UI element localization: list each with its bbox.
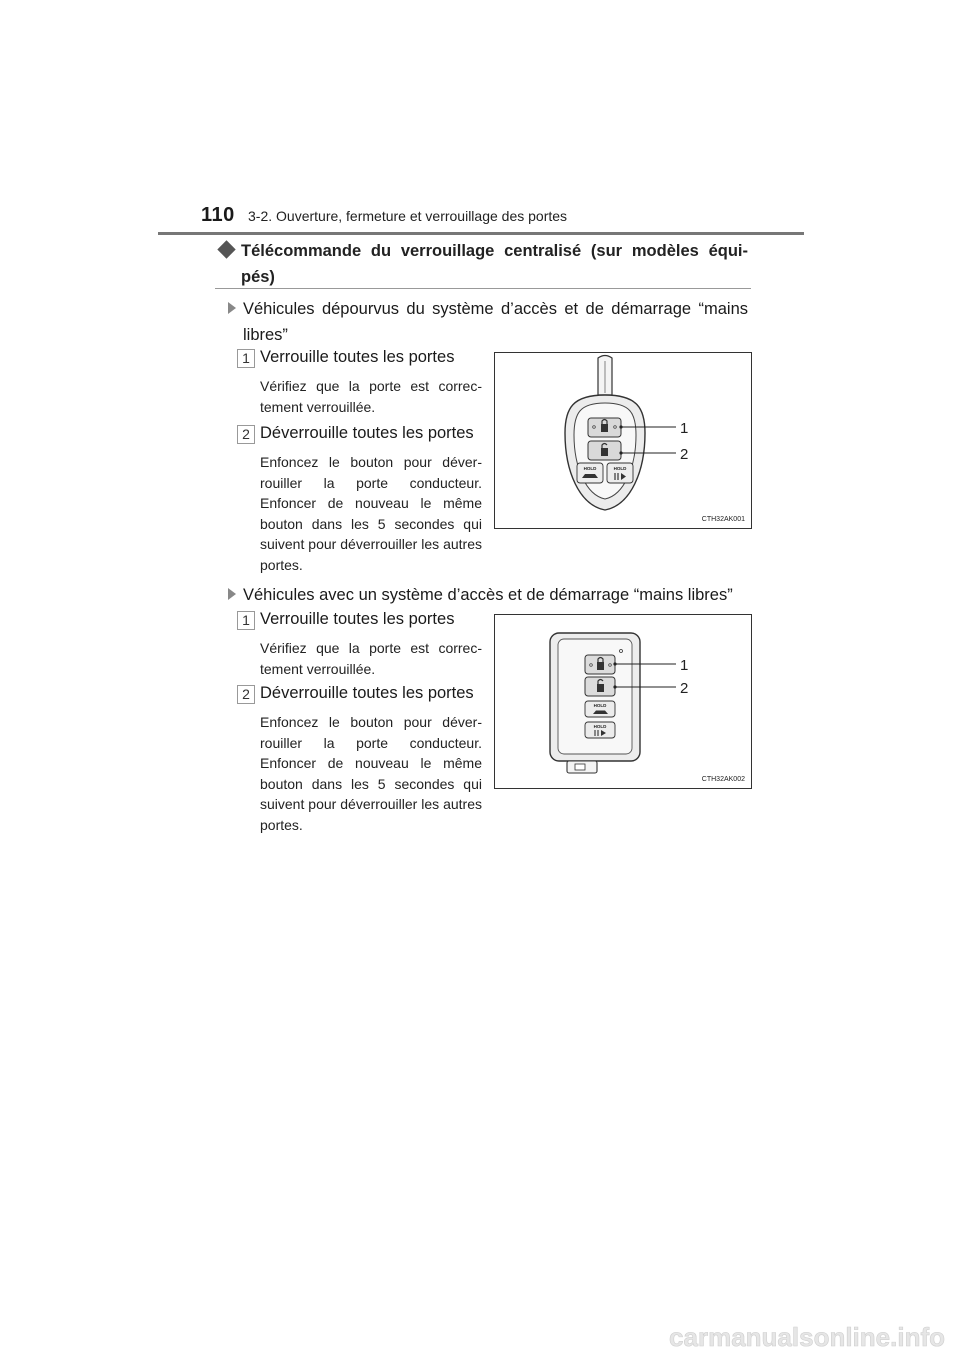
page-number: 110: [201, 204, 235, 226]
step-number-badge: 2: [237, 425, 255, 444]
section-bullet-1: [228, 296, 748, 348]
diamond-bullet-icon: [217, 240, 235, 258]
section-bullet-text: Véhicules dépourvus du système d’accès et de démarrage “mains libres”: [243, 300, 748, 344]
section-bullet-2: [228, 582, 748, 608]
callout-number: 1: [680, 657, 689, 674]
step-description: Vérifiez que la porte est correc-tement verrouillée.: [260, 640, 482, 677]
step-description: Enfoncez le bouton pour déver-rouiller la porte conducteur. Enfoncer de nouveau le même bouton dans les 5 secondes qui suivent pour déverrouiller les autres portes.: [260, 714, 482, 833]
key-remote-illustration: [495, 353, 751, 528]
step-number-badge: 1: [237, 611, 255, 630]
triangle-bullet-icon: [228, 588, 236, 600]
hold-label: HOLD: [613, 466, 627, 471]
section-bullet-text: Véhicules avec un système d’accès et de démarrage “mains libres”: [243, 586, 733, 604]
watermark-logo: [640, 1318, 950, 1354]
callout-number: 2: [680, 446, 689, 463]
figure-code: CTH32AK002: [701, 776, 745, 783]
hold-label: HOLD: [593, 724, 607, 729]
key-remote-figure: [494, 352, 752, 529]
smart-key-illustration: [495, 615, 751, 788]
header-divider: [158, 232, 804, 235]
step-number-badge: 2: [237, 685, 255, 704]
step-title: Verrouille toutes les portes: [260, 610, 455, 628]
step-number-badge: 1: [237, 349, 255, 368]
step-title: Verrouille toutes les portes: [260, 348, 455, 366]
hold-label: HOLD: [583, 466, 597, 471]
callout-number: 1: [680, 420, 689, 437]
main-heading: [220, 238, 748, 290]
step-title: Déverrouille toutes les portes: [260, 424, 474, 442]
callout-number: 2: [680, 680, 689, 697]
figure-code: CTH32AK001: [701, 516, 745, 523]
section-divider: [215, 288, 751, 289]
running-header-title: 3-2. Ouverture, fermeture et verrouillage des portes: [248, 208, 568, 224]
triangle-bullet-icon: [228, 302, 236, 314]
step-description: Vérifiez que la porte est correc-tement verrouillée.: [260, 378, 482, 415]
step-description: Enfoncez le bouton pour déver-rouiller la porte conducteur. Enfoncer de nouveau le même bouton dans les 5 secondes qui suivent pour déverrouiller les autres portes.: [260, 454, 482, 573]
hold-label: HOLD: [593, 703, 607, 708]
svg-text:carmanualsonline.info: carmanualsonline.info: [669, 1322, 945, 1352]
smart-key-figure: [494, 614, 752, 789]
main-heading-text: Télécommande du verrouillage centralisé (sur modèles équi-pés): [241, 242, 748, 286]
step-title: Déverrouille toutes les portes: [260, 684, 474, 702]
